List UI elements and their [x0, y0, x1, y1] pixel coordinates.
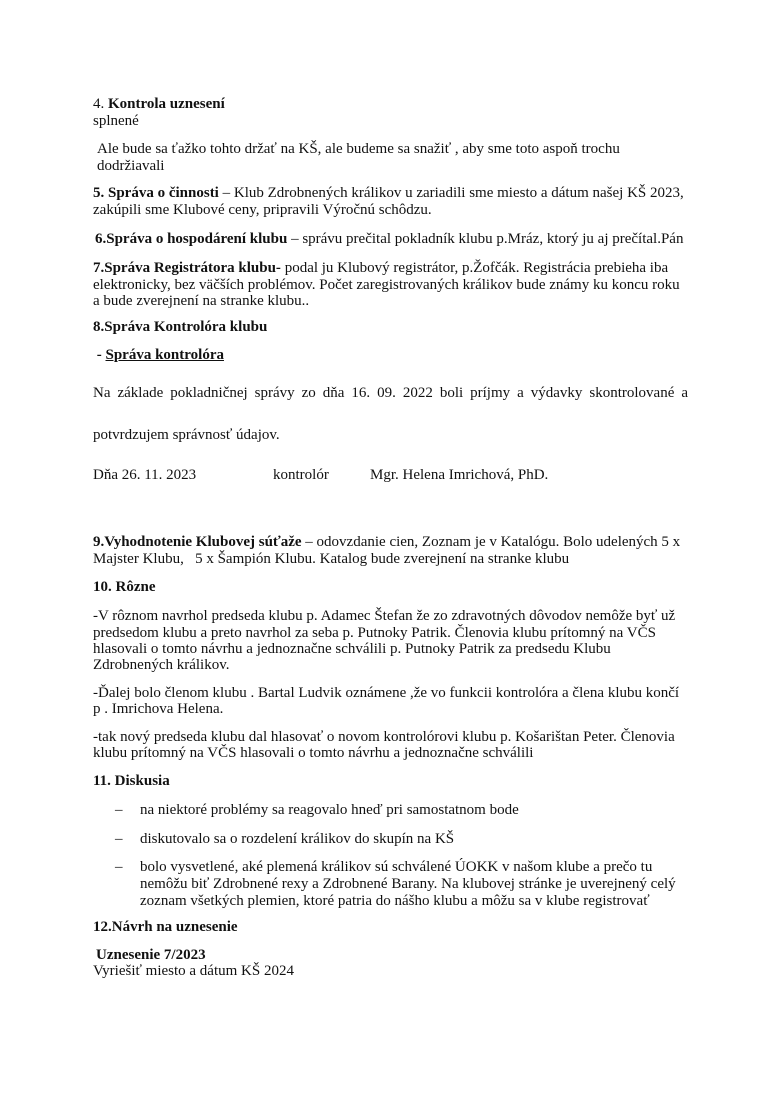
- section-8-text1: Na základe pokladničnej správy zo dňa 16. 09. 2022 boli príjmy a výdavky skontrolované a: [93, 385, 688, 401]
- section-11-heading: [93, 772, 693, 790]
- section-7-line2: elektronicky, bez väčších problémov. Počet zaregistrovaných králikov bude známy ku koncu roku: [93, 277, 680, 293]
- section-10-heading: [93, 578, 693, 596]
- dash-bullet: –: [115, 802, 123, 818]
- discussion-item-line: nemôžu biť Zdrobnené rexy a Zdrobnené Barany. Na klubovej stránke je uverejnený celý: [140, 876, 676, 892]
- section-4-number: 4.: [93, 96, 105, 112]
- discussion-item-line: bolo vysvetlené, aké plemená králikov sú schválené ÚOKK v našom klube a prečo tu: [140, 859, 653, 875]
- section-12-heading: [93, 918, 693, 936]
- section-6-line1: [95, 230, 715, 248]
- section-6-text: – správu prečital pokladník klubu p.Mráz, ktorý ju aj prečítal.Pán: [287, 231, 684, 247]
- section-9-line1: [93, 533, 713, 551]
- section-10-p1-line3: hlasovali o tomto návrhu a jednoznačne schválili p. Putnoky Patrik za predsedu Klubu: [93, 641, 611, 657]
- signature-row: [93, 466, 780, 484]
- section-4-note-line2: dodržiavali: [97, 158, 165, 174]
- section-5-line2: zakúpili sme Klubové ceny, pripravili Výročnú schôdzu.: [93, 202, 432, 218]
- section-8-sub-title: Správa kontrolóra: [105, 347, 224, 363]
- section-8-heading: [93, 318, 693, 336]
- section-8-title: 8.Správa Kontrolóra klubu: [93, 319, 268, 335]
- section-12-title: 12.Návrh na uznesenie: [93, 919, 238, 935]
- section-10-p3-line2: klubu prítomný na VČS hlasovali o tomto návrhu a jednoznačne schválili: [93, 745, 534, 761]
- section-8-subheading: [93, 346, 693, 364]
- section-7-line1: [93, 259, 713, 277]
- section-10-p1-line1: -V rôznom navrhol predseda klubu p. Adamec Štefan že zo zdravotných dôvodov nemôže byť už: [93, 608, 676, 624]
- section-4-heading: [93, 95, 693, 113]
- section-6-title: 6.Správa o hospodárení klubu: [95, 231, 288, 247]
- section-4-title: Kontrola uznesení: [108, 96, 225, 112]
- section-9-line2: Majster Klubu, 5 x Šampión Klubu. Katalog bude zverejnení na stranke klubu: [93, 551, 570, 567]
- section-5-text: – Klub Zdrobnených králikov u zariadili sme miesto a dátum našej KŠ 2023,: [218, 185, 684, 201]
- discussion-item-line: zoznam všetkých plemien, ktoré patria do nášho klubu a môžu sa v klube registrovať: [140, 893, 650, 909]
- dash-bullet: –: [115, 859, 123, 875]
- section-10-p1-line4: Zdrobnených králikov.: [93, 657, 230, 673]
- section-4-note-line1: Ale bude sa ťažko tohto držať na KŠ, ale budeme sa snažiť , aby sme toto aspoň trochu: [97, 141, 620, 157]
- section-9-text: – odovzdanie cien, Zoznam je v Katalógu. Bolo udelených 5 x: [301, 534, 681, 550]
- resolution-text: Vyriešiť miesto a dátum KŠ 2024: [93, 963, 294, 979]
- section-11-title: 11. Diskusia: [93, 773, 170, 789]
- section-10-p3-line1: -tak nový predseda klubu dal hlasovať o novom kontrolórovi klubu p. Košarištan Peter. Členovia: [93, 729, 675, 745]
- discussion-item-line: na niektoré problémy sa reagovalo hneď pri samostatnom bode: [140, 802, 519, 818]
- section-8-text2: potvrdzujem správnosť údajov.: [93, 427, 280, 443]
- signature-date: Dňa 26. 11. 2023: [93, 467, 197, 483]
- section-4-status: splnené: [93, 113, 139, 129]
- section-7-line3: a bude zverejnení na stranke klubu..: [93, 293, 310, 309]
- resolution-title: Uznesenie 7/2023: [96, 947, 206, 963]
- section-10-p2-line1: -Ďalej bolo členom klubu . Bartal Ludvik oznámene ,že vo funkcii kontrolóra a člena klubu končí: [93, 685, 680, 701]
- section-8-sub-prefix: -: [93, 347, 106, 363]
- section-10-p2-line2: p . Imrichova Helena.: [93, 701, 224, 717]
- section-7-title: 7.Správa Registrátora klubu-: [93, 260, 281, 276]
- section-5-line1: [93, 184, 713, 202]
- section-10-title: 10. Rôzne: [93, 579, 156, 595]
- section-9-title: 9.Vyhodnotenie Klubovej súťaže: [93, 534, 302, 550]
- dash-bullet: –: [115, 831, 123, 847]
- discussion-item-line: diskutovalo sa o rozdelení králikov do skupín na KŠ: [140, 831, 455, 847]
- signature-role: kontrolór: [273, 467, 329, 483]
- section-7-text: podal ju Klubový registrátor, p.Žofčák. Registrácia prebieha iba: [280, 260, 669, 276]
- section-5-title: 5. Správa o činnosti: [93, 185, 219, 201]
- section-10-p1-line2: predsedom klubu a preto navrhol za seba p. Putnoky Patrik. Členovia klubu prítomný na VČS: [93, 625, 656, 641]
- signature-name: Mgr. Helena Imrichová, PhD.: [370, 467, 549, 483]
